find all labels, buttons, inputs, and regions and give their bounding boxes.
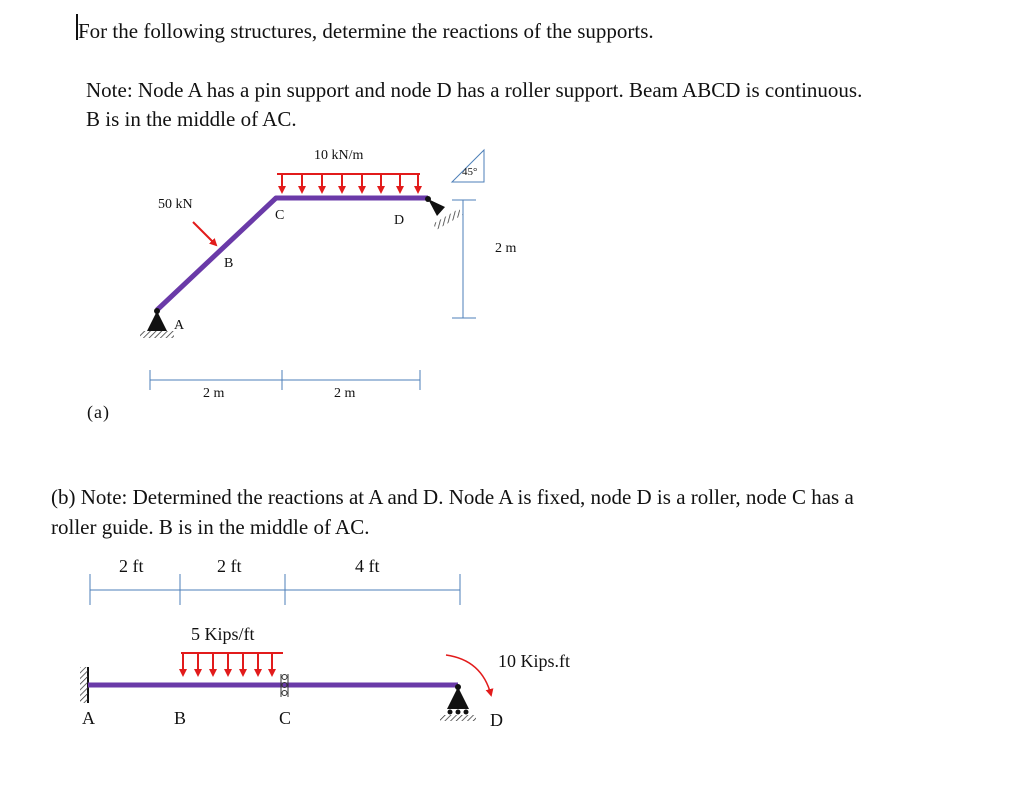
part-a-note-line2: B is in the middle of AC. xyxy=(86,107,297,131)
dimension-horizontal-a xyxy=(150,370,420,390)
dim-right-label: 2 m xyxy=(334,386,356,401)
node-c-label-a: C xyxy=(275,208,285,223)
angle-label: 45° xyxy=(462,166,478,178)
roller-support-d-b xyxy=(440,684,476,721)
load-10kn-label: 10 kN/m xyxy=(314,148,364,163)
dim1-label: 2 ft xyxy=(119,556,144,576)
part-a-label: (a) xyxy=(87,402,110,422)
dim-left-label: 2 m xyxy=(203,386,225,401)
load-50kn-label: 50 kN xyxy=(158,197,193,212)
point-load-arrow-a xyxy=(193,222,216,245)
distributed-load-b xyxy=(181,653,283,675)
node-a-label-b: A xyxy=(82,708,95,728)
node-d-label-b: D xyxy=(490,710,503,730)
frame-b xyxy=(80,574,491,721)
node-b-label-b: B xyxy=(174,708,187,728)
beam-abcd xyxy=(157,198,428,310)
dim3-label: 4 ft xyxy=(355,556,380,576)
part-b-note-line2: roller guide. B is in the middle of AC. xyxy=(51,515,370,539)
dim-height-label: 2 m xyxy=(495,241,517,256)
distributed-load-a xyxy=(277,174,420,192)
node-b-label-a: B xyxy=(224,256,234,271)
node-d-label-a: D xyxy=(394,213,405,228)
roller-support-d xyxy=(425,196,462,230)
node-a-label-a: A xyxy=(174,318,185,333)
dimension-horizontal-b xyxy=(90,574,460,605)
moment-arrow xyxy=(446,655,491,695)
part-a-note-line1: Note: Node A has a pin support and node D has a roller support. Beam ABCD is continuous. xyxy=(86,78,863,102)
question-text: For the following structures, determine the reactions of the supports. xyxy=(78,19,654,43)
part-b-note-line1: (b) Note: Determined the reactions at A and D. Node A is fixed, node D is a roller, node C has a xyxy=(51,485,854,509)
pin-support-a xyxy=(140,308,174,338)
dim2-label: 2 ft xyxy=(217,556,242,576)
node-c-label-b: C xyxy=(279,708,292,728)
moment-label: 10 Kips.ft xyxy=(498,651,570,671)
fixed-support-a xyxy=(80,667,88,703)
frame-a xyxy=(140,150,484,390)
load-5kips-label: 5 Kips/ft xyxy=(191,624,255,644)
